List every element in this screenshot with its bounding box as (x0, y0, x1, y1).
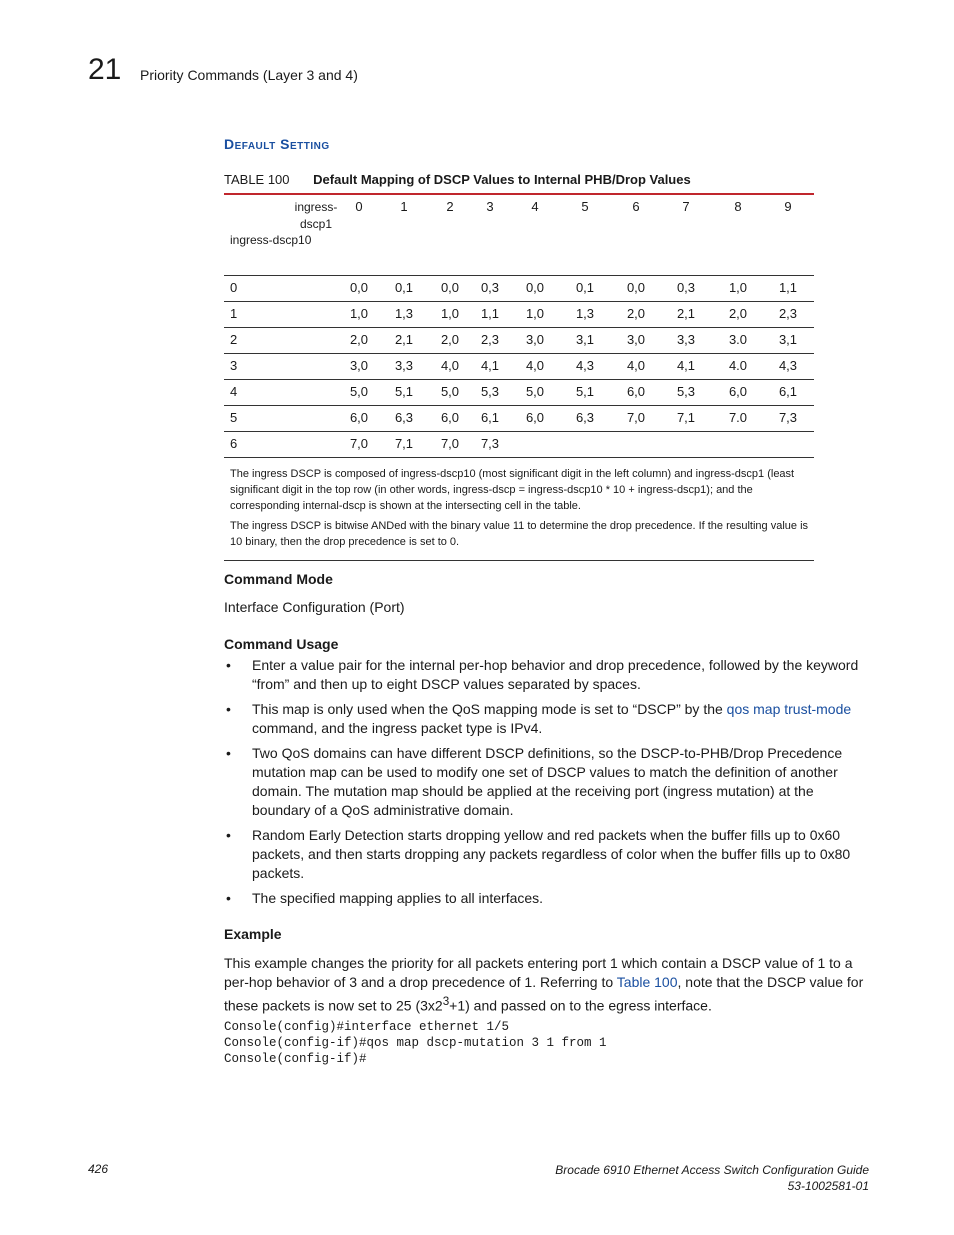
dscp-mapping-table (224, 193, 814, 561)
command-usage-list (224, 656, 874, 914)
table-cell: 2,1 (676, 306, 696, 321)
table-cell: 3.0 (728, 332, 748, 347)
table-note: The ingress DSCP is composed of ingress-dscp10 (most significant digit in the left column) and ingress-dscp1 (least significant digit in the top row (in other words, ingress-dscp = ingress-dscp10 * 10 + ingress-dscp1); and the corresponding internal-dscp is shown at the intersecting cell in the table. (230, 468, 795, 512)
table-cell: 7,3 (480, 436, 500, 451)
table-caption (224, 172, 691, 187)
table-cell: 1,0 (440, 306, 460, 321)
table-cell: 5,0 (525, 384, 545, 399)
table-cell: 6,0 (728, 384, 748, 399)
example-heading: Example (224, 926, 282, 942)
column-header: 0 (355, 199, 363, 214)
table-label: TABLE 100 (224, 172, 290, 187)
table-cell: 4,0 (525, 358, 545, 373)
table-cell: 7.0 (728, 410, 748, 425)
row-label: 3 (230, 358, 238, 373)
table-cell: 1,0 (728, 280, 748, 295)
table-cell: 4,0 (440, 358, 460, 373)
table-cell: 4,1 (676, 358, 696, 373)
table-cell: 5,3 (480, 384, 500, 399)
table-cell: 3,1 (575, 332, 595, 347)
table-note: The ingress DSCP is bitwise ANDed with the binary value 11 to determine the drop precedence. If the resulting value is 10 binary, then the drop precedence is set to 0. (230, 520, 809, 548)
table-cell: 3,1 (778, 332, 798, 347)
table-cell: 3,3 (676, 332, 696, 347)
section-heading: Default Setting (224, 136, 330, 152)
table-cell: 0,1 (394, 280, 414, 295)
table-cell: 2,0 (728, 306, 748, 321)
table-row (224, 406, 814, 432)
row-header-label: ingress-dscp10 (230, 233, 312, 247)
table-cell: 1,0 (349, 306, 369, 321)
row-label: 6 (230, 436, 238, 451)
table-cell: 3,0 (525, 332, 545, 347)
table-cell: 0,3 (480, 280, 500, 295)
table-cell: 7,0 (349, 436, 369, 451)
chapter-title: Priority Commands (Layer 3 and 4) (140, 67, 358, 83)
table-cell: 6,3 (394, 410, 414, 425)
table-cell: 2,0 (349, 332, 369, 347)
table-cell: 6,0 (626, 384, 646, 399)
column-header: 4 (531, 199, 539, 214)
row-label: 5 (230, 410, 238, 425)
table-row (224, 328, 814, 354)
table-title: Default Mapping of DSCP Values to Internal PHB/Drop Values (313, 172, 691, 187)
table-cell: 2,1 (394, 332, 414, 347)
table-cell: 0,3 (676, 280, 696, 295)
col-header-label: ingress-dscp1 (294, 200, 338, 231)
column-header: 1 (400, 199, 408, 214)
row-label: 0 (230, 280, 238, 295)
table-cell: 4.0 (728, 358, 748, 373)
list-item: • Random Early Detection starts dropping yellow and red packets when the buffer fills up to 0x60 packets, and then starts dropping any packets regardless of color when the buffer fills up to 0x80 packets. (226, 827, 851, 881)
command-mode-heading: Command Mode (224, 571, 333, 587)
command-mode-text: Interface Configuration (Port) (224, 599, 405, 615)
column-header: 7 (682, 199, 690, 214)
list-item: • This map is only used when the QoS mapping mode is set to “DSCP” by the qos map trust-mode command, and the ingress packet type is IPv4. (226, 701, 852, 736)
doc-title: Brocade 6910 Ethernet Access Switch Configuration Guide (555, 1163, 869, 1177)
table-cell: 5,0 (440, 384, 460, 399)
table-cell: 1,3 (575, 306, 595, 321)
example-paragraph: This example changes the priority for all packets entering port 1 which contain a DSCP value of 1 to a per-hop behavior of 3 and a drop precedence of 1. Referring to Table 100, note that the DSCP value for these packets is now set to 25 $(3x2^3+1)$ and passed on to the egress interface. (224, 955, 864, 1014)
table-cell: 7,1 (394, 436, 414, 451)
chapter-number: 21 (88, 53, 122, 86)
table-cell: 5,1 (394, 384, 414, 399)
table-cell: 3,0 (349, 358, 369, 373)
table-cell: 6,0 (440, 410, 460, 425)
example-code-block: Console(config)#interface ethernet 1/5 Console(config-if)#qos map dscp-mutation 3 1 from 1 Console(config-if)# (224, 1020, 607, 1066)
table-cell: 1,1 (480, 306, 500, 321)
table-row (224, 354, 814, 380)
command-usage-heading: Command Usage (224, 636, 339, 652)
table-cell: 6,1 (480, 410, 500, 425)
table-cell: 2,0 (440, 332, 460, 347)
table-cell: 6,0 (525, 410, 545, 425)
table-row (224, 432, 814, 458)
table-cell: 6,3 (575, 410, 595, 425)
table-cell: 7,0 (626, 410, 646, 425)
row-label: 1 (230, 306, 238, 321)
table-cell: 0,0 (349, 280, 369, 295)
column-header: 2 (446, 199, 454, 214)
list-item: • Enter a value pair for the internal per-hop behavior and drop precedence, followed by the keyword “from” and then up to eight DSCP values separated by spaces. (226, 657, 859, 692)
list-item: • The specified mapping applies to all interfaces. (226, 890, 544, 906)
table-cell: 3,0 (626, 332, 646, 347)
page-number: 426 (88, 1162, 109, 1176)
table-cell: 6,0 (349, 410, 369, 425)
column-header: 5 (581, 199, 589, 214)
doc-number: 53-1002581-01 (787, 1179, 869, 1193)
row-label: 4 (230, 384, 238, 399)
table-row (224, 302, 814, 328)
table-cell: 1,3 (394, 306, 414, 321)
table-cell: 2,0 (626, 306, 646, 321)
table-header-row (224, 195, 814, 276)
table-cell: 4,1 (480, 358, 500, 373)
table-cell: 0,0 (440, 280, 460, 295)
column-header: 6 (632, 199, 640, 214)
table-cell: 2,3 (480, 332, 500, 347)
table-cell: 5,3 (676, 384, 696, 399)
table-cell: 0,1 (575, 280, 595, 295)
table-100-link[interactable]: Table 100 (616, 974, 678, 990)
table-cell: 7,0 (440, 436, 460, 451)
table-row (224, 276, 814, 302)
table-cell: 7,3 (778, 410, 798, 425)
list-item: • Two QoS domains can have different DSCP definitions, so the DSCP-to-PHB/Drop Precedence mutation map can be used to modify one set of DSCP values to match the definition of another domain. The mutation map should be applied at the receiving port (ingress mutation) at the boundary of a QoS administrative domain. (226, 745, 843, 818)
table-notes (224, 458, 814, 561)
table-cell: 2,3 (778, 306, 798, 321)
table-cell: 6,1 (778, 384, 798, 399)
table-cell: 1,1 (778, 280, 798, 295)
row-label: 2 (230, 332, 238, 347)
table-cell: 4,3 (778, 358, 798, 373)
table-cell: 4,0 (626, 358, 646, 373)
table-cell: 4,3 (575, 358, 595, 373)
table-cell: 0,0 (525, 280, 545, 295)
qos-map-trust-mode-link[interactable]: qos map trust-mode (726, 701, 852, 717)
table-cell: 5,1 (575, 384, 595, 399)
table-cell: 3,3 (394, 358, 414, 373)
table-cell: 5,0 (349, 384, 369, 399)
column-header: 9 (784, 199, 792, 214)
table-cell: 1,0 (525, 306, 545, 321)
table-row (224, 380, 814, 406)
table-cell: 7,1 (676, 410, 696, 425)
column-header: 8 (734, 199, 742, 214)
footer-doc-info (555, 1162, 869, 1194)
column-header: 3 (486, 199, 494, 214)
table-cell: 0,0 (626, 280, 646, 295)
